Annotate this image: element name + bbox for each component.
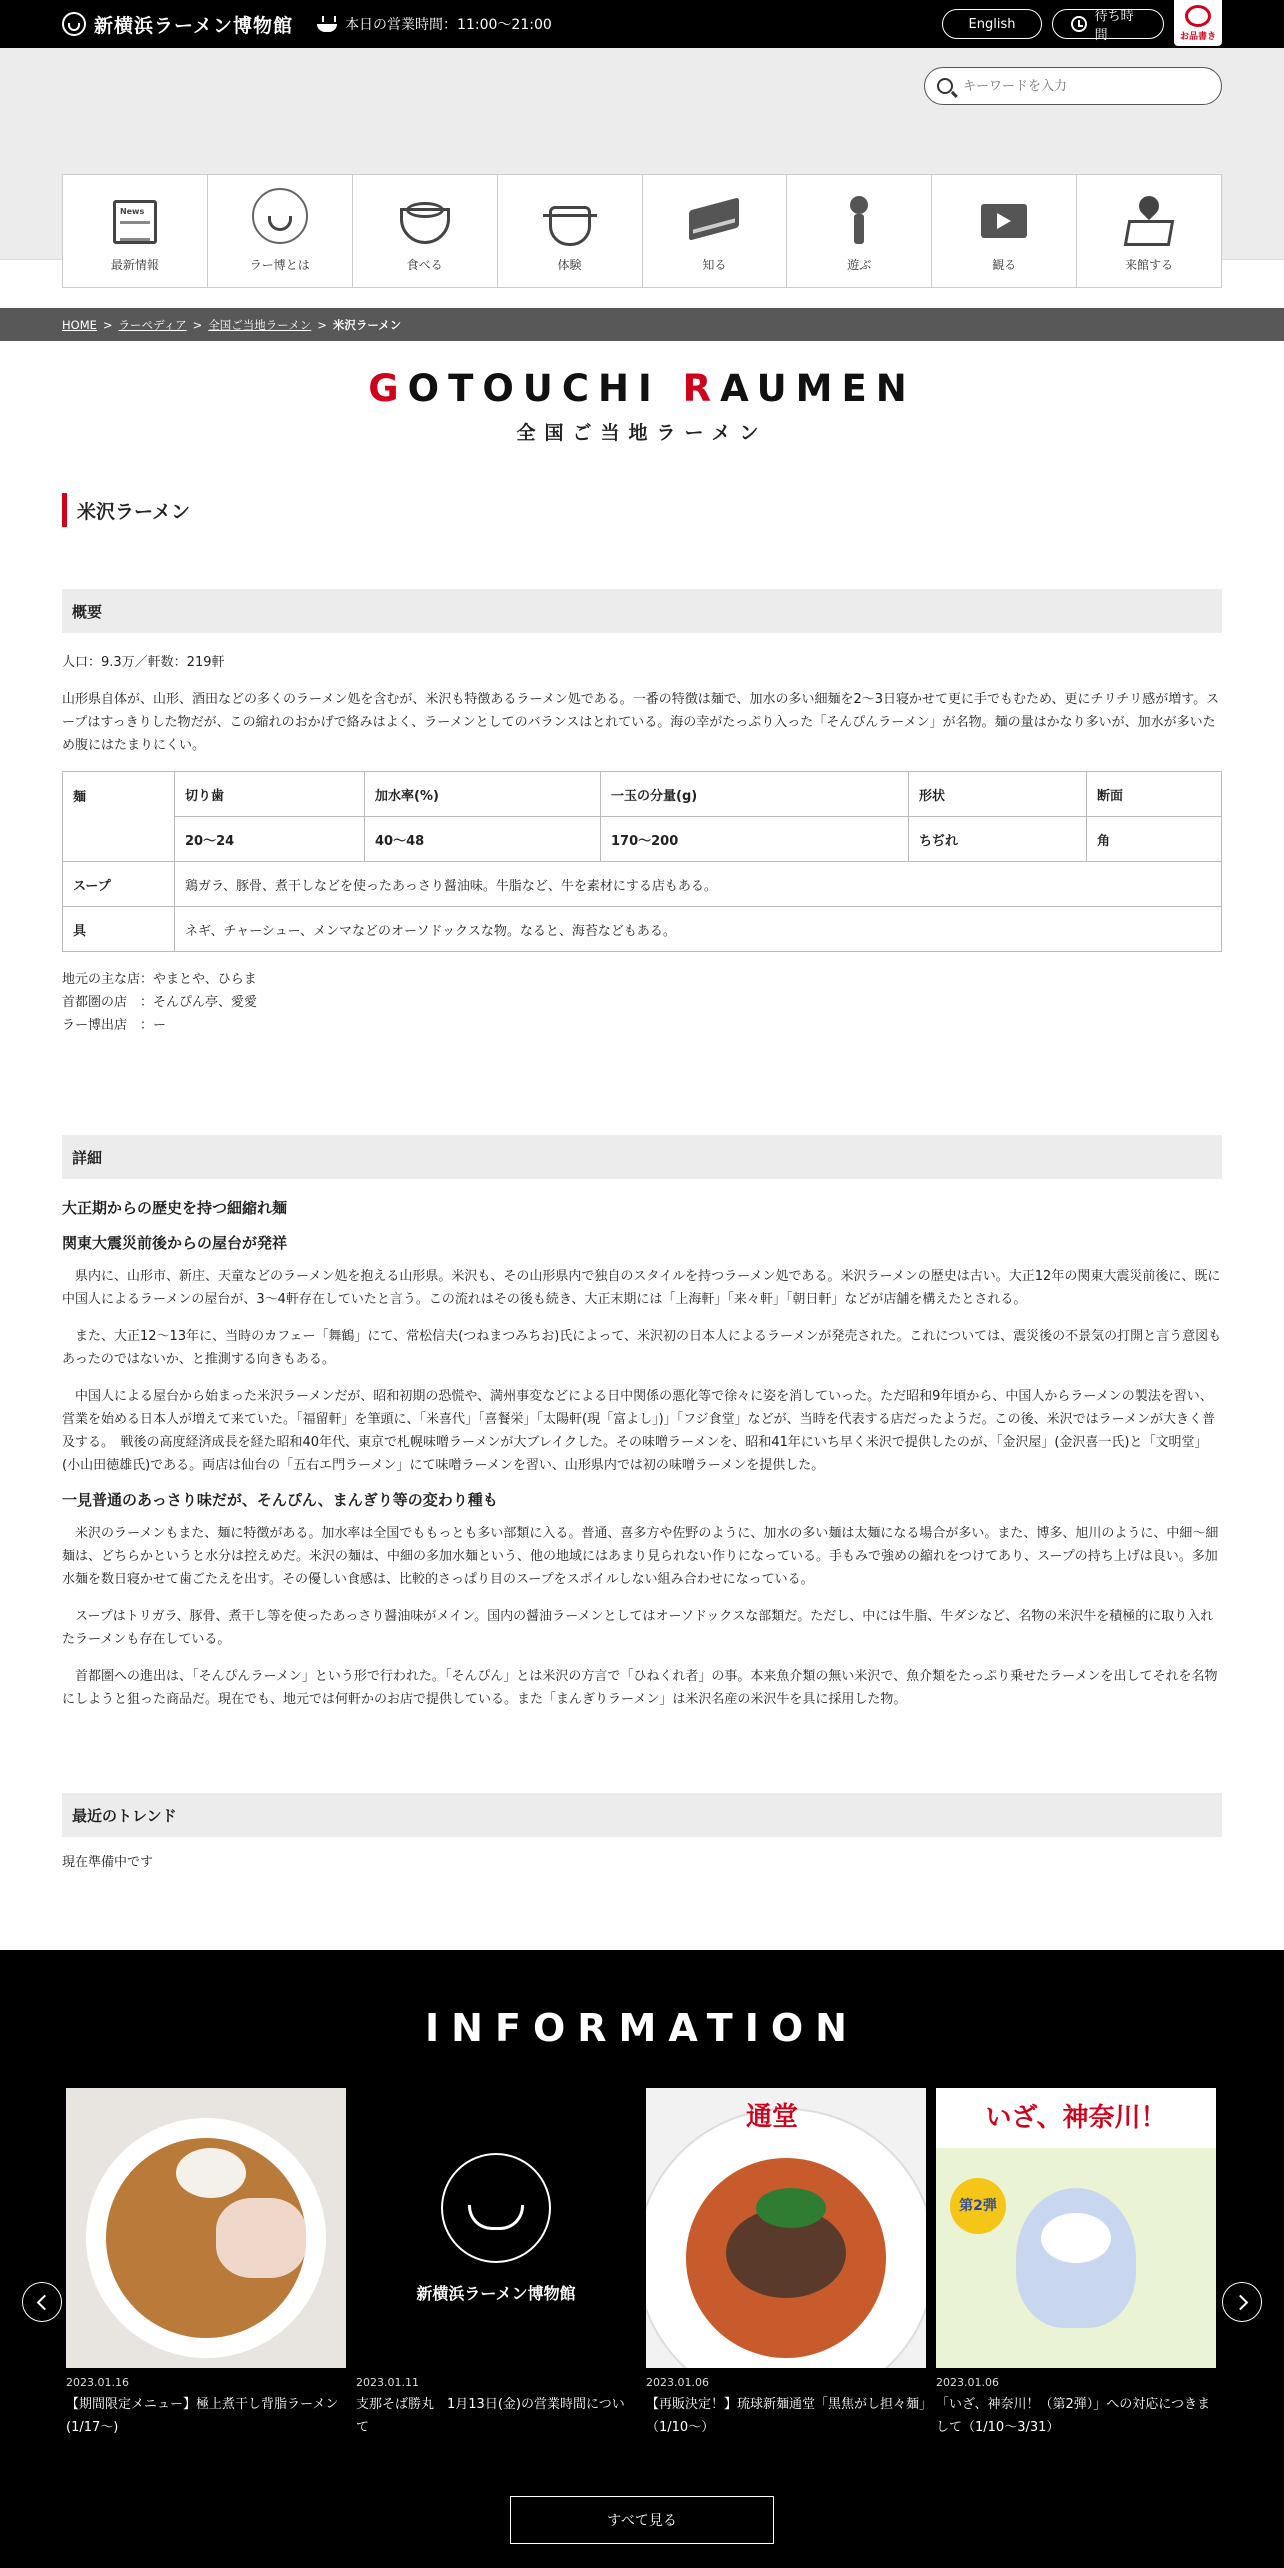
nav-item-visit[interactable] [1077,175,1221,287]
news-card[interactable] [356,2088,636,2439]
news-card[interactable] [646,2088,926,2439]
header-area [0,48,1284,272]
nav-item-learn[interactable] [643,175,788,287]
nav-item-experience[interactable] [498,175,643,287]
pot-icon [543,196,597,244]
carousel-next-button[interactable] [1222,2282,1262,2322]
site-logo[interactable] [62,11,293,38]
news-title: 【期間限定メニュー】極上煮干し背脂ラーメン(1/17～) [66,2397,339,2435]
bowl-icon [317,16,337,32]
gu-label: 具 [63,907,175,952]
business-hours [317,14,552,34]
nav-label: 最新情報 [110,258,159,272]
table-header: 形状 [909,772,1087,817]
kendama-icon [832,196,886,244]
news-date: 2023.01.16 [66,2376,129,2389]
table-header: 切り歯 [175,772,365,817]
clock-icon [1071,16,1087,32]
bowl-kanji: 通堂 [746,2102,799,2132]
nav-label: 知る [702,258,727,272]
news-title: 【再販決定！】琉球新麺通堂「黒焦がし担々麺」（1/10～） [646,2397,926,2435]
trend-heading: 最近のトレンド [62,1793,1222,1837]
overview-heading: 概要 [62,589,1222,633]
nav-label: 体験 [557,258,582,272]
detail-paragraph: また、大正12～13年に、当時のカフェー「舞鶴」にて、常松信夫(つねまつみちお)氏によって、米沢初の日本人によるラーメンが発売された。これについては、震災後の不景気の打開と言う意図もあったのではないか、と推測する向きもある。 [62,1329,1222,1367]
kanagawa-badge: 第2弾 [950,2178,1006,2234]
detail-subheading-1: 大正期からの歴史を持つ細縮れ麺 [62,1199,288,1217]
breadcrumb-home[interactable]: HOME [62,317,97,332]
table-header: 断面 [1087,772,1222,817]
wait-time-button[interactable] [1052,9,1164,43]
noodle-table [62,771,1222,952]
museum-logo-text: 新横浜ラーメン博物館 [416,2283,576,2303]
table-cell: 20～24 [175,817,365,862]
hours-text: 本日の営業時間：11:00〜21:00 [345,17,552,33]
logo-icon [62,12,86,36]
overview-description: 山形県自体が、山形、酒田などの多くのラーメン処を含むが、米沢も特徴あるラーメン処である。一番の特徴は麺で、加水の多い細麺を2～3日寝かせて更に手でもむため、更にチリチリ感が増す。スープはすっきりした物だが、この縮れのおかげで絡みはよく、ラーメンとしてのバランスはとれている。海の幸がたっぷり入った「そんぴんラーメン」が名物。麺の量はかなり多いが、加水が多いため腹にはたまりにくい。 [62,692,1220,753]
hero-title: GOTOUCHI RAUMEN [368,367,916,410]
ramen-bowl-icon [1185,5,1211,27]
search-box[interactable] [924,67,1222,105]
book-icon [687,196,741,244]
information-heading: INFORMATION [425,2006,859,2050]
english-button[interactable]: English [942,9,1042,39]
table-header: 一玉の分量(g) [601,772,909,817]
wait-time-label: 待ち時間 [1094,9,1134,43]
nav-label: 食べる [406,258,443,272]
news-title: 支那そば勝丸 1月13日(金)の営業時間について [356,2397,625,2435]
search-icon[interactable] [937,78,953,94]
table-cell: 角 [1087,817,1222,862]
detail-paragraph: 米沢のラーメンもまた、麺に特徴がある。加水率は全国でももっとも多い部類に入る。普通、喜多方や佐野のように、加水の多い麺は太麺になる場合が多い。また、博多、旭川のように、中細～細麺は、どちらかというと水分は控えめだ。米沢の麺は、中細の多加水麺という、他の地域にはあまり見られない作りになっている。手もみで強めの縮れをつけてあり、スープの持ち上げは良い。多加水麺を数日寝かせて歯ごたえを出す。その優しい食感は、比較的さっぱり目のスープをスポイルしない組み合わせになっている。 [62,1526,1219,1587]
view-all-button[interactable]: すべて見る [510,2496,774,2544]
top-bar [0,0,1284,48]
shop-list [62,968,1222,1037]
shop-line: 首都圏の店 ：そんぴん亭、愛愛 [62,995,258,1010]
hero [62,341,1222,445]
news-image-tantan [646,2088,926,2368]
news-date: 2023.01.11 [356,2376,419,2389]
population: 人口：9.3万／軒数：219軒 [62,655,225,670]
nav-label: 観る [992,258,1017,272]
soup-label: スープ [63,862,175,907]
gu-value: ネギ、チャーシュー、メンマなどのオーソドックスな物。なると、海苔などもある。 [175,907,1222,952]
menu-book-button[interactable] [1174,0,1222,46]
nav-item-watch[interactable] [932,175,1077,287]
detail-paragraph: 首都圏への進出は、「そんぴんラーメン」という形で行われた。「そんぴん」とは米沢の方言で「ひねくれ者」の事。本来魚介類の無い米沢で、魚介類をたっぷり乗せたラーメンを出してそれを名物にしようと狙った商品だ。現在でも、地元では何軒かのお店で提供している。また「まんぎりラーメン」は米沢名産の米沢牛を具に採用した物。 [62,1669,1218,1707]
table-cell: 40～48 [365,817,601,862]
bowl-icon [398,196,452,244]
main-nav [62,174,1222,288]
page-title: 米沢ラーメン [62,493,1222,527]
shop-line: 地元の主な店：やまとや、ひらま [62,972,257,987]
detail-heading: 詳細 [62,1135,1222,1179]
nav-item-eat[interactable] [353,175,498,287]
kanagawa-banner: いざ、神奈川！ [936,2088,1216,2148]
nav-item-news[interactable] [63,175,208,287]
carousel-prev-button[interactable] [22,2282,62,2322]
detail-paragraph: スープはトリガラ、豚骨、煮干し等を使ったあっさり醤油味がメイン。国内の醤油ラーメンとしてはオーソドックスな部類だ。ただし、中には牛脂、牛ダシなど、名物の米沢牛を積極的に取り入れたラーメンも存在している。 [62,1609,1214,1647]
news-card[interactable] [936,2088,1216,2439]
nav-label: ラー博とは [249,258,310,272]
soup-value: 鶏ガラ、豚骨、煮干しなどを使ったあっさり醤油味。牛脂など、牛を素材にする店もある。 [175,862,1222,907]
table-cell: 170～200 [601,817,909,862]
detail-subheading-3: 一見普通のあっさり味だが、そんぴん、まんぎり等の変わり種も [62,1491,498,1509]
search-input[interactable] [963,79,1193,94]
shop-line: ラー博出店 ：ー [62,1018,167,1033]
news-carousel [66,2088,1216,2439]
logo-text: 新横浜ラーメン博物館 [94,14,294,37]
detail-subheading-2: 関東大震災前後からの屋台が発祥 [62,1234,288,1252]
film-icon [977,196,1031,244]
nav-label: 遊ぶ [847,258,872,272]
museum-logo-icon [441,2153,551,2263]
nav-label: 来館する [1125,258,1174,272]
men-label: 麺 [63,772,175,862]
news-date: 2023.01.06 [646,2376,709,2389]
nav-item-about[interactable] [208,175,353,287]
ramen-museum-icon [252,188,308,244]
news-image-ramen [66,2088,346,2368]
information-section [0,1950,1284,2568]
detail-paragraph: 中国人による屋台から始まった米沢ラーメンだが、昭和初期の恐慌や、満州事変などによる日中関係の悪化等で徐々に姿を消していった。ただ昭和9年頃から、中国人からラーメンの製法を習い、営業を始める日本人が増えて来ていた。「福留軒」を筆頭に、「米喜代」「喜餐栄」「太陽軒(現「富よし」)」「フジ食堂」などが、当時を代表する店だったようだ。この後、米沢ではラーメンが大きく普及する。 戦後の高度経済成長を経た昭和40年代、東京で札幌味噌ラーメンが大ブレイクした。その味噌ラーメンを、昭和41年にいち早く米沢で提供したのが、「金沢屋」(金沢喜一氏)と「文明堂」(小山田徳雄氏)である。両店は仙台の「五右エ門ラーメン」にて味噌ラーメンを習い、山形県内では初の味噌ラーメンを提供した。 [62,1389,1215,1473]
news-title: 「いざ、神奈川！（第2弾）」への対応につきまして（1/10～3/31） [936,2397,1210,2435]
news-icon [113,200,157,244]
news-image-logo [356,2088,636,2368]
hero-subtitle: 全国ご当地ラーメン [516,422,768,444]
news-date: 2023.01.06 [936,2376,999,2389]
table-header: 加水率(%) [365,772,601,817]
table-cell: ちぢれ [909,817,1087,862]
breadcrumb-gotouchi[interactable]: 全国ご当地ラーメン [208,317,312,332]
menu-book-label: お品書き [1179,32,1216,42]
map-pin-icon [1122,196,1176,244]
breadcrumb: HOME > ラーペディア > 全国ご当地ラーメン > 米沢ラーメン [0,308,1284,341]
main-content [0,341,1284,1874]
breadcrumb-current: 米沢ラーメン [332,317,402,332]
detail-paragraph: 県内に、山形市、新庄、天童などのラーメン処を抱える山形県。米沢も、その山形県内で独自のスタイルを持つラーメン処である。米沢ラーメンの歴史は古い。大正12年の関東大震災前後に、既に中国人によるラーメンの屋台が、3～4軒存在していたと言う。この流れはその後も続き、大正末期には「上海軒」「来々軒」「朝日軒」などが店舗を構えたとされる。 [62,1269,1221,1307]
nav-item-play[interactable] [787,175,932,287]
trend-text: 現在準備中です [62,1855,154,1870]
breadcrumb-rapedia[interactable]: ラーペディア [118,317,187,332]
news-image-kanagawa [936,2088,1216,2368]
news-card[interactable] [66,2088,346,2439]
